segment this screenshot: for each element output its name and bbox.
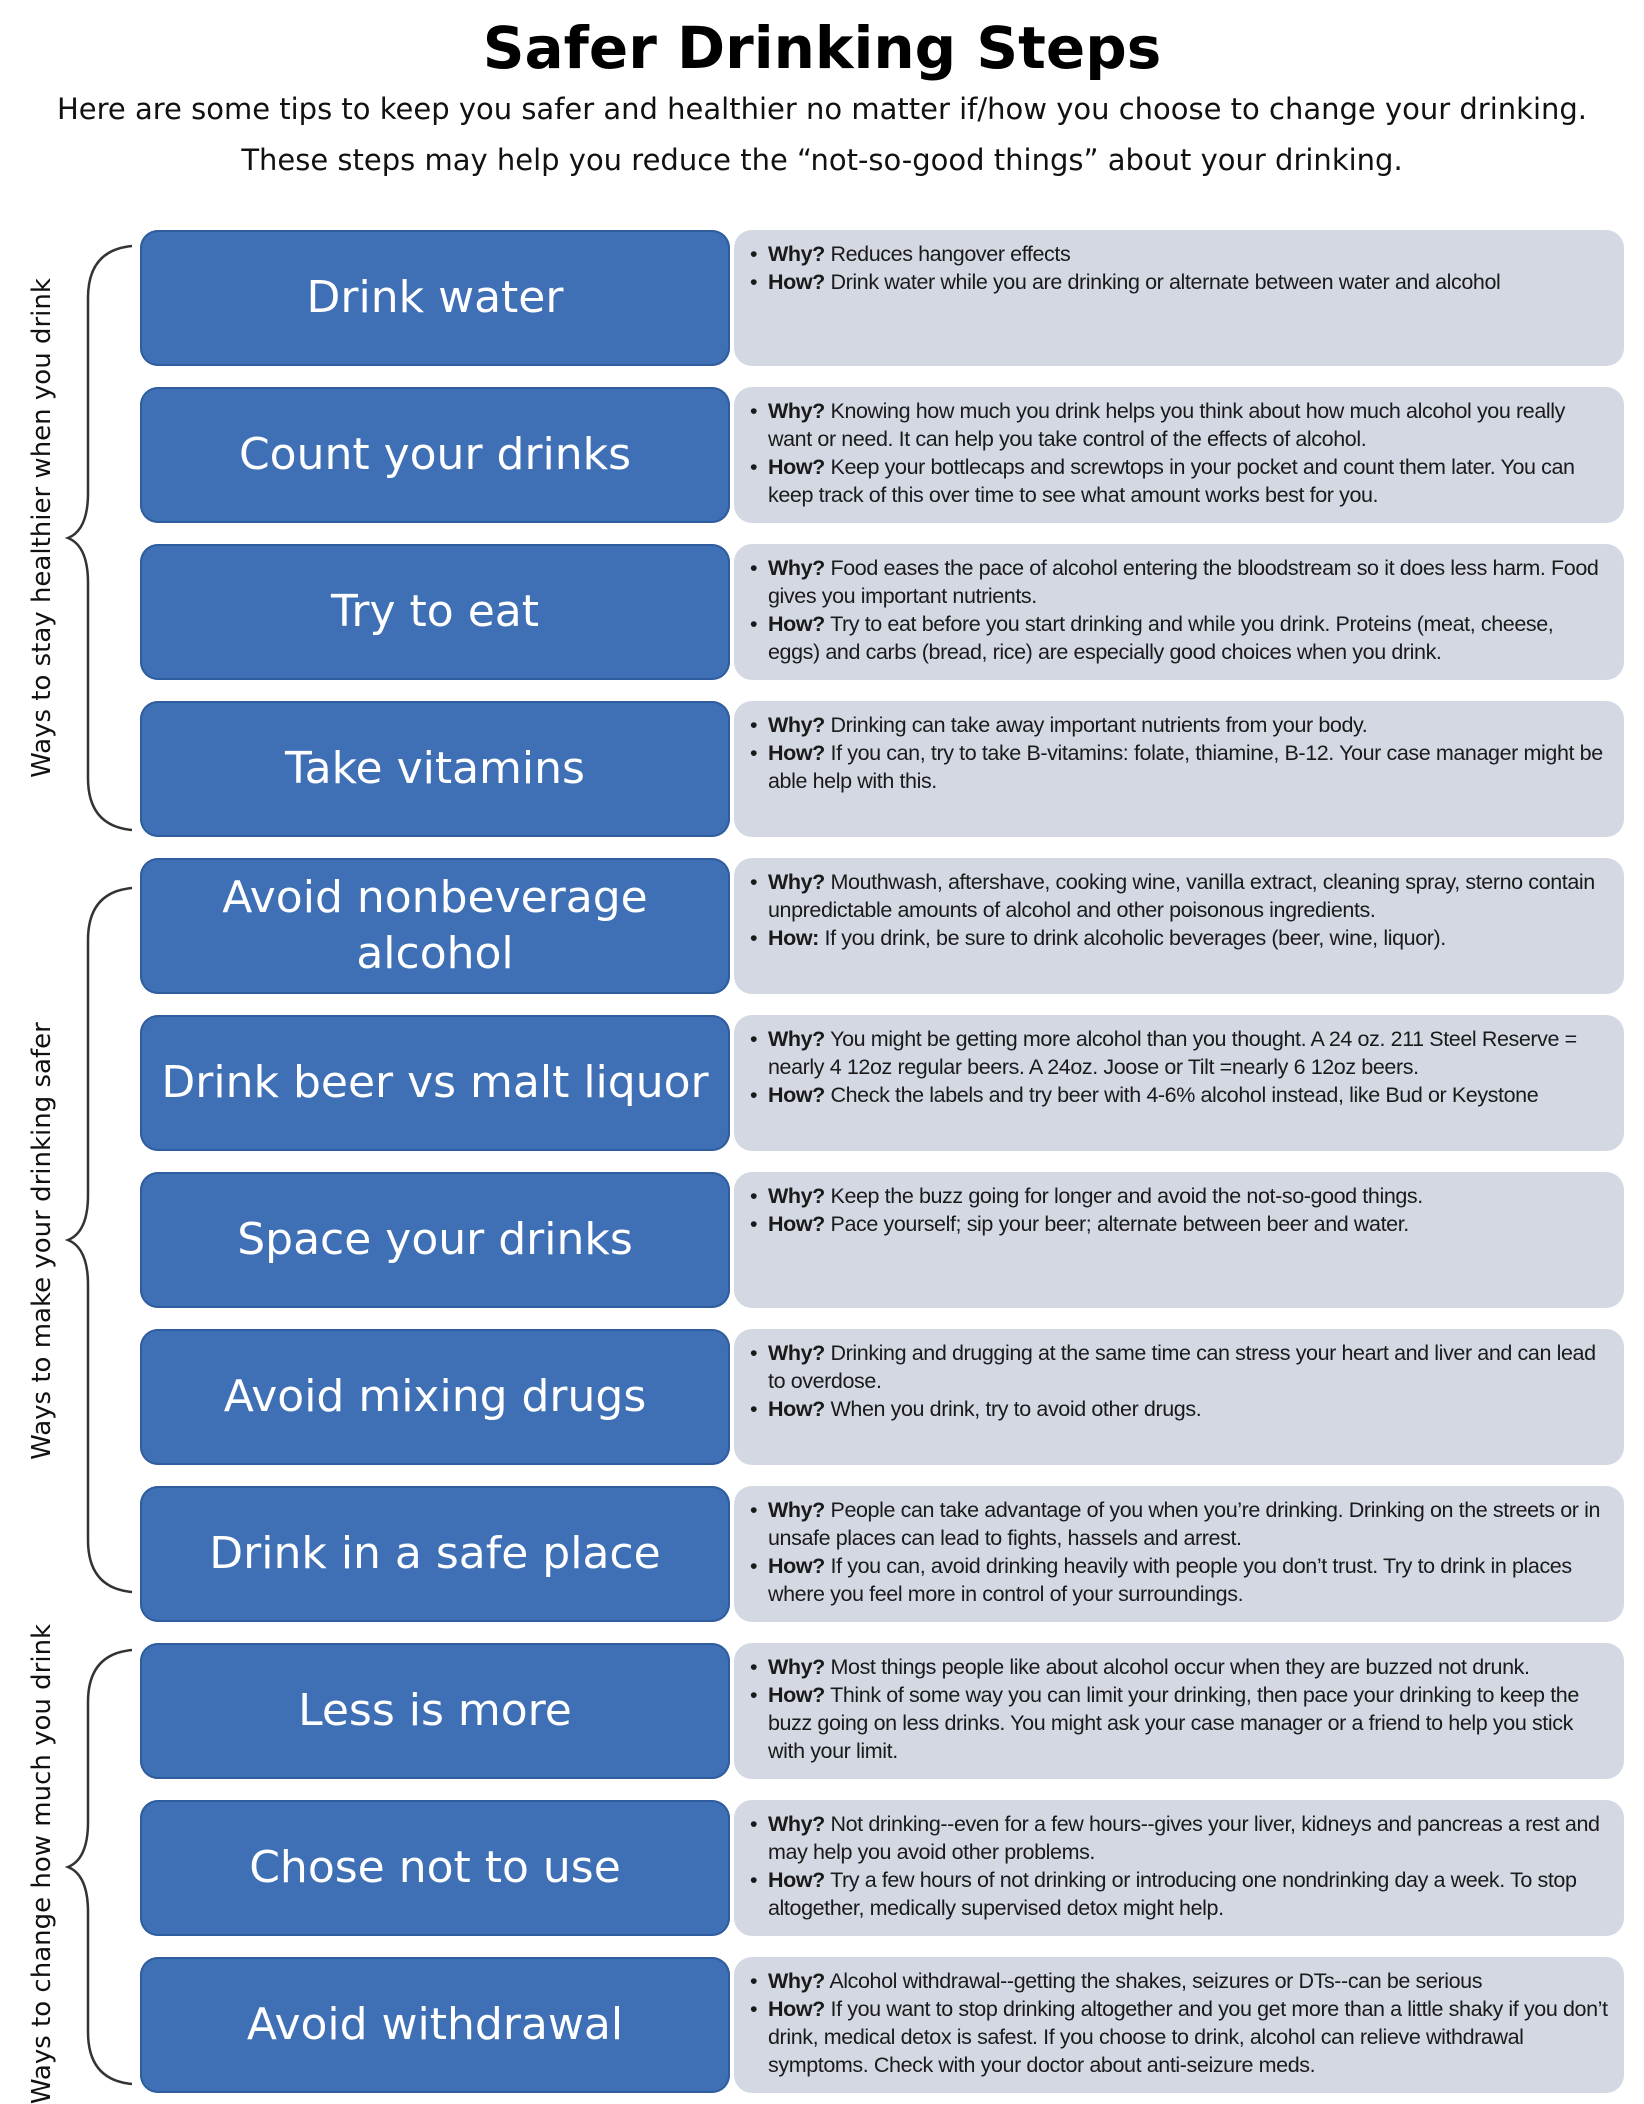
how-text: Drink water while you are drinking or alternate between water and alcohol — [830, 270, 1501, 294]
how-text: If you can, try to take B-vitamins: folate, thiamine, B-12. Your case manager might be able help with this. — [768, 741, 1603, 793]
step-row-try-to-eat — [140, 544, 1626, 680]
why-line — [748, 554, 1610, 610]
group-brace-amount — [60, 1642, 140, 2092]
step-title: Space your drinks — [140, 1172, 730, 1308]
step-row-take-vitamins — [140, 701, 1626, 837]
step-row-drink-water — [140, 230, 1626, 366]
why-line — [748, 1339, 1610, 1395]
why-text: Alcohol withdrawal--getting the shakes, seizures or DTs--can be serious — [829, 1969, 1483, 1993]
why-line — [748, 1653, 1610, 1681]
how-label: How? — [768, 270, 825, 294]
why-label: Why? — [768, 713, 825, 737]
why-label: Why? — [768, 1341, 825, 1365]
step-detail — [734, 858, 1624, 994]
subtitle-line-2: These steps may help you reduce the “not-so-good things” about your drinking. — [241, 143, 1403, 177]
how-text: Try to eat before you start drinking and while you drink. Proteins (meat, cheese, eggs) and carbs (bread, rice) are especially good choices when you drink. — [768, 612, 1554, 664]
header — [0, 0, 1644, 220]
step-title: Count your drinks — [140, 387, 730, 523]
how-label: How: — [768, 926, 819, 950]
step-detail — [734, 387, 1624, 523]
why-label: Why? — [768, 1655, 825, 1679]
why-text: Keep the buzz going for longer and avoid the not-so-good things. — [830, 1184, 1423, 1208]
how-label: How? — [768, 455, 825, 479]
why-line — [748, 397, 1610, 453]
step-detail — [734, 230, 1624, 366]
step-title: Avoid withdrawal — [140, 1957, 730, 2093]
how-text: Keep your bottlecaps and screwtops in your pocket and count them later. You can keep track of this over time to see what amount works best for you. — [768, 455, 1575, 507]
group-label-text: Ways to stay healthier when you drink — [27, 278, 57, 778]
how-text: Check the labels and try beer with 4-6% alcohol instead, like Bud or Keystone — [830, 1083, 1539, 1107]
why-text: Not drinking--even for a few hours--gives your liver, kidneys and pancreas a rest and may help you avoid other problems. — [768, 1812, 1600, 1864]
step-row-nonbeverage-alcohol — [140, 858, 1626, 994]
step-row-count-drinks — [140, 387, 1626, 523]
how-line — [748, 453, 1610, 509]
step-title: Drink beer vs malt liquor — [140, 1015, 730, 1151]
why-label: Why? — [768, 1969, 825, 1993]
step-row-beer-vs-malt-liquor — [140, 1015, 1626, 1151]
how-label: How? — [768, 741, 825, 765]
how-line — [748, 739, 1610, 795]
why-text: Reduces hangover effects — [830, 242, 1071, 266]
why-label: Why? — [768, 870, 825, 894]
why-label: Why? — [768, 1498, 825, 1522]
step-detail — [734, 701, 1624, 837]
how-label: How? — [768, 1997, 825, 2021]
subtitle-line-1: Here are some tips to keep you safer and healthier no matter if/how you choose to change your drinking. — [56, 92, 1588, 126]
how-line — [748, 1081, 1610, 1109]
how-line — [748, 1552, 1610, 1608]
how-text: Try a few hours of not drinking or introducing one nondrinking day a week. To stop altogether, medically supervised detox might help. — [768, 1868, 1577, 1920]
why-label: Why? — [768, 1027, 825, 1051]
how-text: Pace yourself; sip your beer; alternate between beer and water. — [830, 1212, 1409, 1236]
why-line — [748, 1025, 1610, 1081]
how-line — [748, 1866, 1610, 1922]
step-detail — [734, 1800, 1624, 1936]
step-detail — [734, 1172, 1624, 1308]
group-brace-health — [60, 238, 140, 838]
why-line — [748, 868, 1610, 924]
how-line — [748, 1210, 1610, 1238]
step-detail — [734, 1957, 1624, 2093]
how-text: If you can, avoid drinking heavily with people you don’t trust. Try to drink in places where you feel more in control of your surroundings. — [768, 1554, 1572, 1606]
how-line — [748, 924, 1610, 952]
step-row-avoid-mixing-drugs — [140, 1329, 1626, 1465]
step-title: Drink water — [140, 230, 730, 366]
how-label: How? — [768, 1212, 825, 1236]
how-text: If you want to stop drinking altogether and you get more than a little shaky if you don’t drink, medical detox is safest. If you choose to drink, alcohol can relieve withdrawal symptoms. Check with your doctor about anti-seizure meds. — [768, 1997, 1608, 2077]
why-label: Why? — [768, 556, 825, 580]
how-label: How? — [768, 612, 825, 636]
why-text: Knowing how much you drink helps you think about how much alcohol you really want or need. It can help you take control of the effects of alcohol. — [768, 399, 1565, 451]
why-line — [748, 711, 1610, 739]
why-label: Why? — [768, 1184, 825, 1208]
why-text: Most things people like about alcohol occur when they are buzzed not drunk. — [830, 1655, 1530, 1679]
step-title: Drink in a safe place — [140, 1486, 730, 1622]
how-line — [748, 1681, 1610, 1765]
step-detail — [734, 1015, 1624, 1151]
step-detail — [734, 544, 1624, 680]
why-line — [748, 1967, 1610, 1995]
how-label: How? — [768, 1083, 825, 1107]
group-label-text: Ways to make your drinking safer — [27, 1022, 57, 1460]
step-title: Take vitamins — [140, 701, 730, 837]
step-row-safe-place — [140, 1486, 1626, 1622]
group-label-text: Ways to change how much you drink — [27, 1623, 57, 2104]
why-text: Drinking and drugging at the same time can stress your heart and liver and can lead to overdose. — [768, 1341, 1596, 1393]
step-detail — [734, 1486, 1624, 1622]
how-label: How? — [768, 1554, 825, 1578]
step-row-chose-not-to-use — [140, 1800, 1626, 1936]
page-title: Safer Drinking Steps — [482, 14, 1162, 82]
how-line — [748, 268, 1610, 296]
step-title: Less is more — [140, 1643, 730, 1779]
why-line — [748, 1182, 1610, 1210]
how-text: Think of some way you can limit your drinking, then pace your drinking to keep the buzz going on less drinks. You might ask your case manager or a friend to help you stick with your limit. — [768, 1683, 1579, 1763]
group-brace-safety — [60, 880, 140, 1600]
why-line — [748, 1810, 1610, 1866]
why-line — [748, 240, 1610, 268]
step-detail — [734, 1643, 1624, 1779]
how-line — [748, 1995, 1610, 2079]
why-line — [748, 1496, 1610, 1552]
step-row-space-drinks — [140, 1172, 1626, 1308]
how-label: How? — [768, 1683, 825, 1707]
step-title: Avoid nonbeverage alcohol — [140, 858, 730, 994]
why-label: Why? — [768, 1812, 825, 1836]
how-text: If you drink, be sure to drink alcoholic beverages (beer, wine, liquor). — [824, 926, 1446, 950]
why-label: Why? — [768, 399, 825, 423]
step-detail — [734, 1329, 1624, 1465]
how-line — [748, 610, 1610, 666]
how-label: How? — [768, 1868, 825, 1892]
why-label: Why? — [768, 242, 825, 266]
how-line — [748, 1395, 1610, 1423]
why-text: You might be getting more alcohol than you thought. A 24 oz. 211 Steel Reserve = nearly 4 12oz regular beers. A 24oz. Joose or Tilt =nearly 6 12oz beers. — [768, 1027, 1577, 1079]
step-title: Avoid mixing drugs — [140, 1329, 730, 1465]
how-text: When you drink, try to avoid other drugs. — [830, 1397, 1202, 1421]
why-text: Food eases the pace of alcohol entering the bloodstream so it does less harm. Food gives you important nutrients. — [768, 556, 1599, 608]
why-text: People can take advantage of you when you’re drinking. Drinking on the streets or in unsafe places can lead to fights, hassels and arrest. — [768, 1498, 1601, 1550]
step-title: Try to eat — [140, 544, 730, 680]
how-label: How? — [768, 1397, 825, 1421]
why-text: Mouthwash, aftershave, cooking wine, vanilla extract, cleaning spray, sterno contain unpredictable amounts of alcohol and other poisonous ingredients. — [768, 870, 1595, 922]
step-title: Chose not to use — [140, 1800, 730, 1936]
step-row-less-is-more — [140, 1643, 1626, 1779]
why-text: Drinking can take away important nutrients from your body. — [830, 713, 1368, 737]
step-row-avoid-withdrawal — [140, 1957, 1626, 2093]
